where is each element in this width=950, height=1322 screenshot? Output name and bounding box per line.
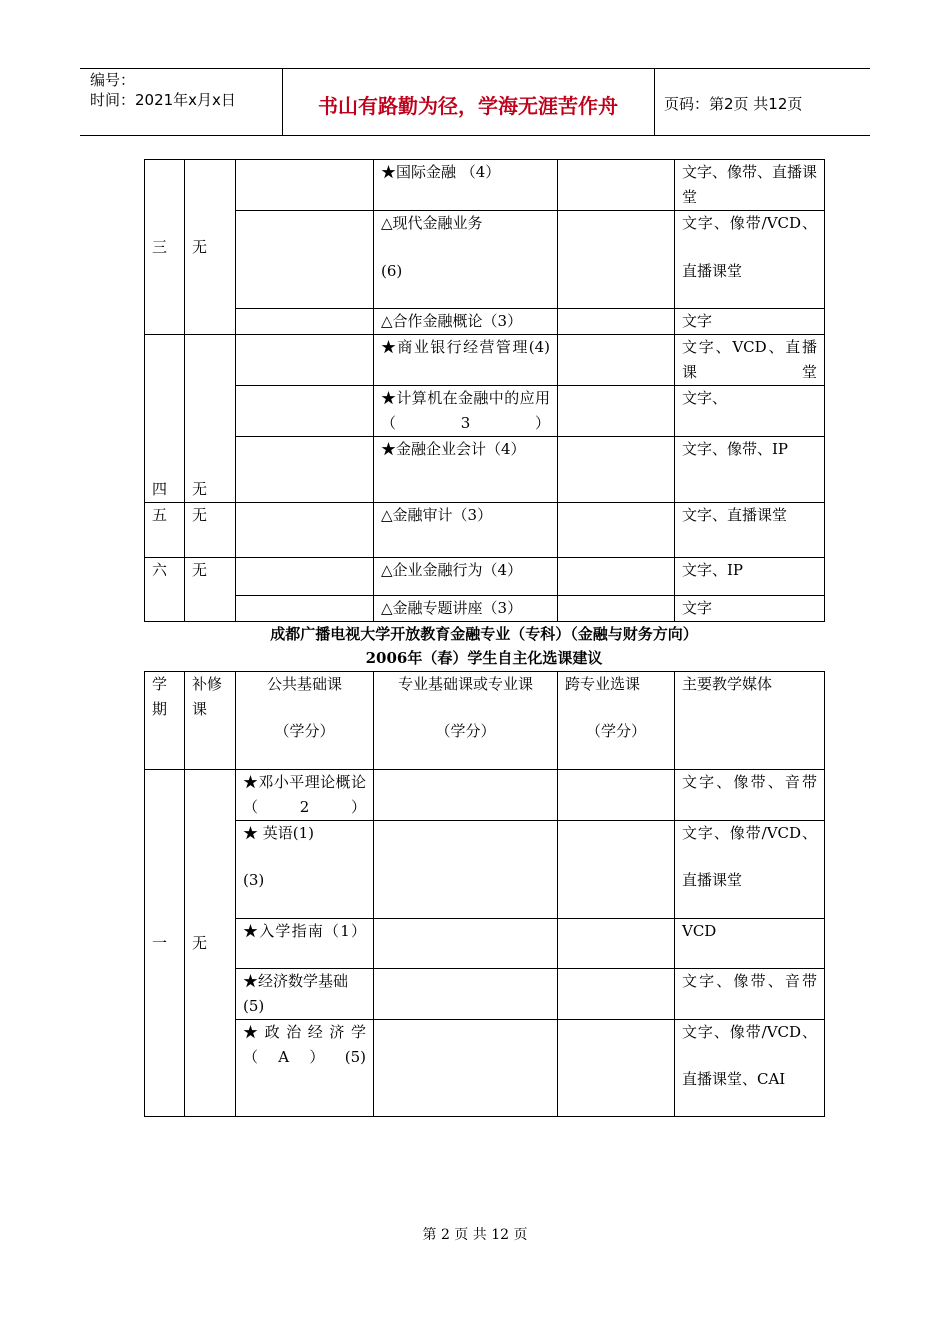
media-line: 文字、像带/VCD、	[682, 214, 817, 232]
table-row	[145, 437, 825, 503]
major-cell	[374, 969, 558, 1020]
public-credit: (3)	[243, 871, 265, 889]
table-row	[145, 558, 825, 596]
cross-cell	[558, 309, 675, 335]
media-cell: 文字、像带、音带	[675, 969, 825, 1020]
public-cell	[236, 335, 374, 386]
public-cell	[236, 821, 374, 919]
media-cell: VCD	[675, 919, 825, 969]
cross-cell	[558, 503, 675, 558]
term-cell: 六	[145, 558, 185, 622]
term-cell: 五	[145, 503, 185, 558]
page-footer: 第 2 页 共 12 页	[422, 1227, 528, 1243]
header-public	[236, 672, 374, 770]
header-cross-title: 跨专业选课	[565, 675, 641, 693]
table-row	[145, 335, 825, 386]
header-public-credit: （学分）	[274, 722, 335, 740]
major-cell	[374, 821, 558, 919]
makeup-cell: 无	[185, 770, 236, 1117]
cross-cell	[558, 386, 675, 437]
media-cell	[675, 1020, 825, 1117]
cross-cell	[558, 160, 675, 211]
public-cell: ★经济数学基础(5)	[236, 969, 374, 1020]
course-suggestion-table	[144, 671, 825, 1117]
table-row	[145, 160, 825, 211]
makeup-cell: 无	[185, 335, 236, 503]
major-cell: △金融专题讲座（3）	[374, 596, 558, 622]
major-cell: △合作金融概论（3）	[374, 309, 558, 335]
makeup-cell: 无	[185, 503, 236, 558]
table-row	[145, 211, 825, 309]
cross-cell	[558, 558, 675, 596]
header-cross	[558, 672, 675, 770]
term-cell: 四	[145, 335, 185, 503]
cross-cell	[558, 821, 675, 919]
time-label: 时间：2021年x月x日	[90, 91, 236, 109]
media-cell: 文字、像带、直播课堂	[675, 160, 825, 211]
makeup-cell: 无	[185, 558, 236, 622]
cross-cell	[558, 969, 675, 1020]
course-table-continued	[144, 159, 825, 622]
header-major-credit: （学分）	[435, 722, 496, 740]
section-title-line-2: 2006年（春）学生自主化选课建议	[365, 649, 603, 667]
major-cell: ★商业银行经营管理(4)	[374, 335, 558, 386]
cross-cell	[558, 770, 675, 821]
public-cell	[236, 386, 374, 437]
public-cell	[236, 558, 374, 596]
table-row	[145, 770, 825, 821]
header-public-title: 公共基础课	[266, 675, 342, 693]
major-cell: ★国际金融 （4）	[374, 160, 558, 211]
cross-cell	[558, 1020, 675, 1117]
media-cell: 文字、直播课堂	[675, 503, 825, 558]
cross-cell	[558, 919, 675, 969]
cross-cell	[558, 596, 675, 622]
header-motto: 书山有路勤为径，学海无涯苦作舟	[318, 94, 618, 118]
major-cell: △企业金融行为（4）	[374, 558, 558, 596]
major-cell	[374, 770, 558, 821]
media-line-2: 直播课堂、CAI	[682, 1070, 786, 1088]
table-row	[145, 821, 825, 919]
makeup-cell: 无	[185, 160, 236, 335]
major-cell: △金融审计（3）	[374, 503, 558, 558]
cross-cell	[558, 335, 675, 386]
major-credit: (6)	[381, 262, 403, 280]
public-cell: ★政治经济学（A）(5)	[236, 1020, 374, 1117]
table-row	[145, 503, 825, 558]
table-row	[145, 596, 825, 622]
media-line: 文字、像带/VCD、	[682, 824, 817, 842]
media-cell	[675, 211, 825, 309]
media-cell	[675, 821, 825, 919]
table-row	[145, 1020, 825, 1117]
major-cell: ★计算机在金融中的应用（3）	[374, 386, 558, 437]
section-title-line-1: 成都广播电视大学开放教育金融专业（专科）（金融与财务方向）	[270, 625, 698, 643]
cross-cell	[558, 211, 675, 309]
public-cell: ★邓小平理论概论（2）	[236, 770, 374, 821]
public-cell	[236, 596, 374, 622]
table-row	[145, 919, 825, 969]
term-cell: 三	[145, 160, 185, 335]
major-cell	[374, 211, 558, 309]
term-cell: 一	[145, 770, 185, 1117]
media-line: 文字、像带/VCD、	[682, 1023, 817, 1041]
header-media: 主要教学媒体	[675, 672, 825, 770]
header-info	[90, 70, 236, 110]
media-line-2: 直播课堂	[682, 871, 743, 889]
header-major	[374, 672, 558, 770]
table-row	[145, 309, 825, 335]
cross-cell	[558, 437, 675, 503]
table-header-row	[145, 672, 825, 770]
header-cross-credit: （学分）	[585, 722, 646, 740]
header-makeup: 补修课	[185, 672, 236, 770]
media-cell: 文字、VCD、直播课堂	[675, 335, 825, 386]
public-cell	[236, 503, 374, 558]
media-cell: 文字	[675, 309, 825, 335]
public-cell	[236, 160, 374, 211]
serial-label: 编号：	[90, 71, 136, 89]
media-cell: 文字、像带、音带	[675, 770, 825, 821]
header-page-label: 页码：第2页 共12页	[664, 95, 803, 113]
major-cell	[374, 1020, 558, 1117]
table-row	[145, 969, 825, 1020]
header-term: 学期	[145, 672, 185, 770]
table-row	[145, 386, 825, 437]
header-major-title: 专业基础课或专业课	[397, 675, 533, 693]
public-cell	[236, 309, 374, 335]
major-cell: ★金融企业会计（4）	[374, 437, 558, 503]
section-title	[144, 622, 824, 670]
public-cell: ★入学指南（1）	[236, 919, 374, 969]
media-cell: 文字、IP	[675, 558, 825, 596]
major-cell	[374, 919, 558, 969]
media-cell: 文字	[675, 596, 825, 622]
header-bottom-rule	[80, 135, 870, 136]
header-divider-right	[654, 68, 655, 135]
major-line: △现代金融业务	[381, 214, 483, 232]
public-cell	[236, 437, 374, 503]
header-top-rule	[80, 68, 870, 69]
public-line: ★ 英语(1)	[243, 824, 315, 842]
public-cell	[236, 211, 374, 309]
media-cell: 文字、像带、IP	[675, 437, 825, 503]
media-line-2: 直播课堂	[682, 262, 743, 280]
media-cell: 文字、	[675, 386, 825, 437]
